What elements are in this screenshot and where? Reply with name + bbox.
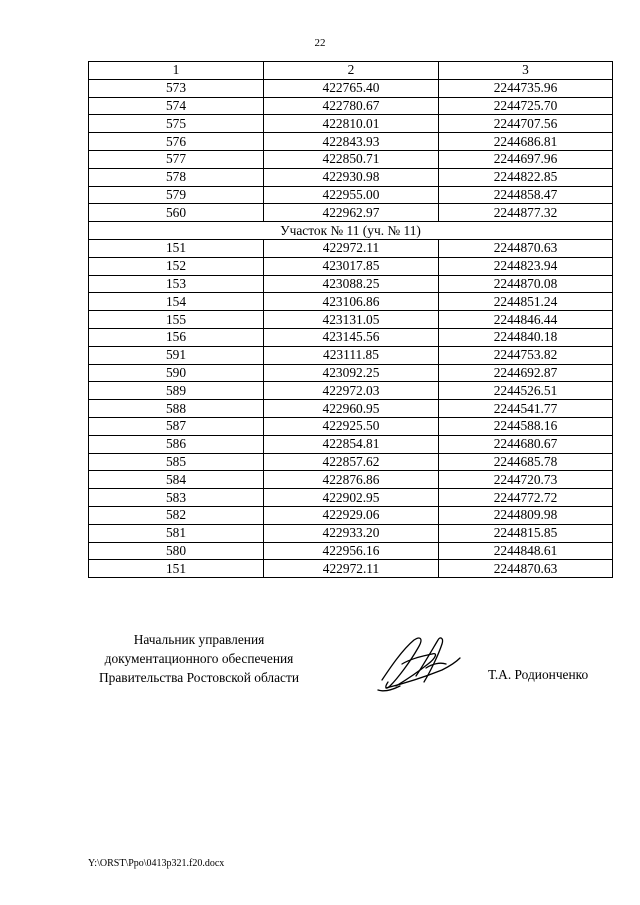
x-coordinate-cell: 423145.56	[264, 328, 439, 346]
x-coordinate-cell: 423088.25	[264, 275, 439, 293]
y-coordinate-cell: 2244541.77	[439, 400, 613, 418]
point-number-cell: 589	[89, 382, 264, 400]
y-coordinate-cell: 2244846.44	[439, 311, 613, 329]
point-number-cell: 583	[89, 489, 264, 507]
x-coordinate-cell: 422854.81	[264, 435, 439, 453]
table-row	[89, 115, 613, 133]
point-number-cell: 155	[89, 311, 264, 329]
header-cell-y: 3	[439, 62, 613, 80]
x-coordinate-cell: 423106.86	[264, 293, 439, 311]
header-cell-point: 1	[89, 62, 264, 80]
table-row	[89, 560, 613, 578]
x-coordinate-cell: 422955.00	[264, 186, 439, 204]
y-coordinate-cell: 2244753.82	[439, 346, 613, 364]
table-row	[89, 453, 613, 471]
point-number-cell: 576	[89, 133, 264, 151]
table-row	[89, 328, 613, 346]
point-number-cell: 586	[89, 435, 264, 453]
x-coordinate-cell: 423092.25	[264, 364, 439, 382]
header-cell-x: 2	[264, 62, 439, 80]
table-row	[89, 239, 613, 257]
signatory-title-line-3: Правительства Ростовской области	[98, 670, 300, 685]
y-coordinate-cell: 2244870.63	[439, 560, 613, 578]
y-coordinate-cell: 2244809.98	[439, 506, 613, 524]
file-path: Y:\ORST\Ppo\0413p321.f20.docx	[88, 858, 225, 869]
y-coordinate-cell: 2244815.85	[439, 524, 613, 542]
table-row	[89, 524, 613, 542]
point-number-cell: 580	[89, 542, 264, 560]
signatory-title-line-2: документационного обеспечения	[104, 651, 294, 666]
point-number-cell: 575	[89, 115, 264, 133]
x-coordinate-cell: 422843.93	[264, 133, 439, 151]
y-coordinate-cell: 2244697.96	[439, 150, 613, 168]
x-coordinate-cell: 422850.71	[264, 150, 439, 168]
x-coordinate-cell: 422930.98	[264, 168, 439, 186]
y-coordinate-cell: 2244526.51	[439, 382, 613, 400]
table-row	[89, 382, 613, 400]
point-number-cell: 584	[89, 471, 264, 489]
point-number-cell: 573	[89, 79, 264, 97]
point-number-cell: 560	[89, 204, 264, 222]
point-number-cell: 577	[89, 150, 264, 168]
y-coordinate-cell: 2244707.56	[439, 115, 613, 133]
table-row	[89, 417, 613, 435]
x-coordinate-cell: 422962.97	[264, 204, 439, 222]
table-row	[89, 311, 613, 329]
x-coordinate-cell: 422765.40	[264, 79, 439, 97]
table-row	[89, 150, 613, 168]
point-number-cell: 578	[89, 168, 264, 186]
x-coordinate-cell: 422972.11	[264, 239, 439, 257]
table-row	[89, 257, 613, 275]
x-coordinate-cell: 422956.16	[264, 542, 439, 560]
table-row	[89, 293, 613, 311]
x-coordinate-cell: 422780.67	[264, 97, 439, 115]
x-coordinate-cell: 423111.85	[264, 346, 439, 364]
table-row	[89, 346, 613, 364]
table-row	[89, 400, 613, 418]
signatory-name: Т.А. Родионченко	[488, 667, 589, 682]
y-coordinate-cell: 2244685.78	[439, 453, 613, 471]
point-number-cell: 579	[89, 186, 264, 204]
table-row	[89, 435, 613, 453]
point-number-cell: 152	[89, 257, 264, 275]
y-coordinate-cell: 2244772.72	[439, 489, 613, 507]
y-coordinate-cell: 2244680.67	[439, 435, 613, 453]
y-coordinate-cell: 2244822.85	[439, 168, 613, 186]
x-coordinate-cell: 422876.86	[264, 471, 439, 489]
point-number-cell: 590	[89, 364, 264, 382]
point-number-cell: 582	[89, 506, 264, 524]
y-coordinate-cell: 2244858.47	[439, 186, 613, 204]
y-coordinate-cell: 2244823.94	[439, 257, 613, 275]
point-number-cell: 154	[89, 293, 264, 311]
y-coordinate-cell: 2244720.73	[439, 471, 613, 489]
x-coordinate-cell: 422960.95	[264, 400, 439, 418]
x-coordinate-cell: 422925.50	[264, 417, 439, 435]
page-number: 22	[314, 37, 326, 49]
point-number-cell: 156	[89, 328, 264, 346]
y-coordinate-cell: 2244840.18	[439, 328, 613, 346]
table-row	[89, 168, 613, 186]
x-coordinate-cell: 422857.62	[264, 453, 439, 471]
x-coordinate-cell: 423017.85	[264, 257, 439, 275]
y-coordinate-cell: 2244870.08	[439, 275, 613, 293]
table-row	[89, 97, 613, 115]
signatory-title-line-1: Начальник управления	[133, 632, 265, 647]
point-number-cell: 591	[89, 346, 264, 364]
y-coordinate-cell: 2244735.96	[439, 79, 613, 97]
x-coordinate-cell: 423131.05	[264, 311, 439, 329]
y-coordinate-cell: 2244877.32	[439, 204, 613, 222]
y-coordinate-cell: 2244848.61	[439, 542, 613, 560]
x-coordinate-cell: 422902.95	[264, 489, 439, 507]
x-coordinate-cell: 422972.11	[264, 560, 439, 578]
section-title: Участок № 11 (уч. № 11)	[89, 222, 613, 240]
table-row	[89, 186, 613, 204]
table-row	[89, 133, 613, 151]
table-row	[89, 471, 613, 489]
y-coordinate-cell: 2244588.16	[439, 417, 613, 435]
table-row	[89, 275, 613, 293]
point-number-cell: 151	[89, 239, 264, 257]
x-coordinate-cell: 422929.06	[264, 506, 439, 524]
table-header-row	[89, 62, 613, 80]
coordinates-table	[88, 61, 613, 578]
point-number-cell: 574	[89, 97, 264, 115]
table-row	[89, 506, 613, 524]
table-row	[89, 79, 613, 97]
y-coordinate-cell: 2244686.81	[439, 133, 613, 151]
point-number-cell: 153	[89, 275, 264, 293]
x-coordinate-cell: 422972.03	[264, 382, 439, 400]
y-coordinate-cell: 2244870.63	[439, 239, 613, 257]
y-coordinate-cell: 2244692.87	[439, 364, 613, 382]
table-row	[89, 489, 613, 507]
table-row	[89, 204, 613, 222]
table-row	[89, 364, 613, 382]
point-number-cell: 587	[89, 417, 264, 435]
y-coordinate-cell: 2244851.24	[439, 293, 613, 311]
handwritten-signature-icon	[372, 628, 464, 698]
section-row	[89, 222, 613, 240]
y-coordinate-cell: 2244725.70	[439, 97, 613, 115]
point-number-cell: 588	[89, 400, 264, 418]
point-number-cell: 151	[89, 560, 264, 578]
table-row	[89, 542, 613, 560]
point-number-cell: 585	[89, 453, 264, 471]
x-coordinate-cell: 422810.01	[264, 115, 439, 133]
signatory-title	[96, 630, 302, 687]
x-coordinate-cell: 422933.20	[264, 524, 439, 542]
point-number-cell: 581	[89, 524, 264, 542]
